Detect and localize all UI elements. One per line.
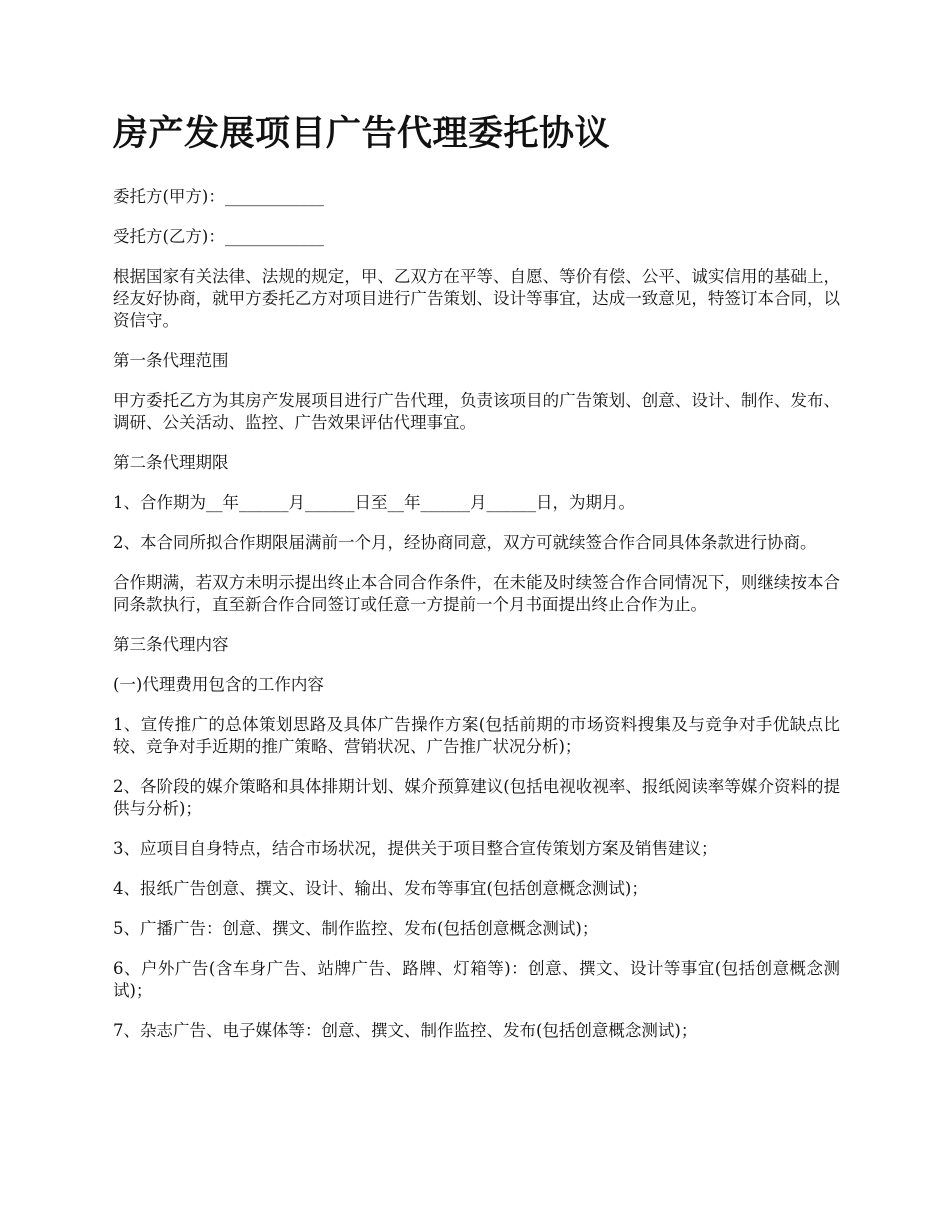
article-3-subheading: (一)代理费用包含的工作内容	[113, 675, 324, 694]
article-3-heading: 第三条代理内容	[113, 635, 229, 654]
party-a-line: 委托方(甲方)：____________	[113, 187, 324, 206]
work-item-4: 4、报纸广告创意、撰文、设计、输出、发布等事宜(包括创意概念测试)；	[113, 879, 648, 898]
document-page	[113, 108, 840, 1060]
work-item-3: 3、应项目自身特点，结合市场状况，提供关于项目整合宣传策划方案及销售建议；	[113, 839, 718, 858]
article-1-heading: 第一条代理范围	[113, 351, 229, 370]
work-item-1: 1、宣传推广的总体策划思路及具体广告操作方案(包括前期的市场资料搜集及与竞争对手优缺点比较、竞争对手近期的推广策略、营销状况、广告推广状况分析)；	[113, 715, 840, 756]
article-2-clause-2: 2、本合同所拟合作期限届满前一个月，经协商同意，双方可就续签合作合同具体条款进行协商。	[113, 533, 817, 552]
work-item-5: 5、广播广告：创意、撰文、制作监控、发布(包括创意概念测试)；	[113, 919, 599, 938]
article-2-heading: 第二条代理期限	[113, 453, 229, 472]
work-item-6: 6、户外广告(含车身广告、站牌广告、路牌、灯箱等)：创意、撰文、设计等事宜(包括创意概念测试)；	[113, 959, 840, 1000]
article-1-body: 甲方委托乙方为其房产发展项目进行广告代理，负责该项目的广告策划、创意、设计、制作、发布、调研、公关活动、监控、广告效果评估代理事宜。	[113, 391, 840, 432]
work-item-7: 7、杂志广告、电子媒体等：创意、撰文、制作监控、发布(包括创意概念测试)；	[113, 1021, 698, 1040]
document-title: 房产发展项目广告代理委托协议	[113, 114, 611, 154]
article-2-clause-3: 合作期满，若双方未明示提出终止本合同合作条件，在未能及时续签合作合同情况下，则继续按本合同条款执行，直至新合作合同签订或任意一方提前一个月书面提出终止合作为止。	[113, 573, 840, 614]
article-2-clause-1: 1、合作期为__年______月______日至__年______月______日，为期月。	[113, 493, 635, 512]
party-b-line: 受托方(乙方)：____________	[113, 227, 324, 246]
preamble-paragraph: 根据国家有关法律、法规的规定，甲、乙双方在平等、自愿、等价有偿、公平、诚实信用的基础上，经友好协商，就甲方委托乙方对项目进行广告策划、设计等事宜，达成一致意见，特签订本合同，以资信守。	[113, 267, 840, 330]
work-item-2: 2、各阶段的媒介策略和具体排期计划、媒介预算建议(包括电视收视率、报纸阅读率等媒介资料的提供与分析)；	[113, 777, 840, 818]
